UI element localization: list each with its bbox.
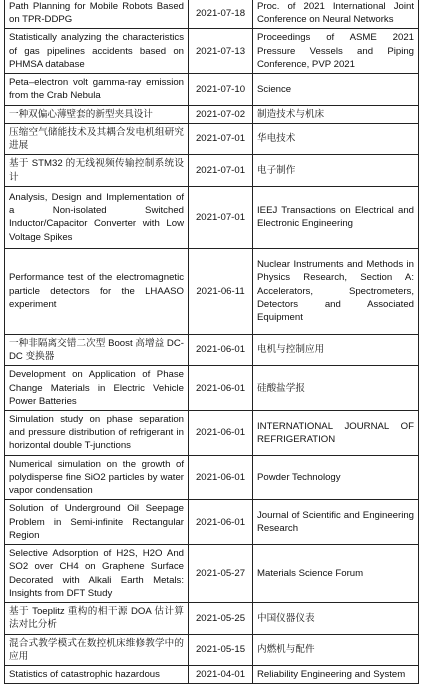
date-cell: 2021-06-01 xyxy=(189,334,253,365)
date-cell: 2021-05-27 xyxy=(189,545,253,603)
table-row xyxy=(5,666,419,684)
title-cell: Performance test of the electromagnetic particle detectors for the LHAASO experiment xyxy=(5,248,189,334)
title-cell: Analysis, Design and Implementation of a Non-isolated Switched Inductor/Capacitor Converter with Low Voltage Spikes xyxy=(5,186,189,248)
date-cell: 2021-06-11 xyxy=(189,248,253,334)
date-cell: 2021-07-13 xyxy=(189,29,253,74)
venue-cell: Materials Science Forum xyxy=(253,545,419,603)
table-row xyxy=(5,366,419,411)
venue-cell: 制造技术与机床 xyxy=(253,105,419,123)
venue-cell: 内燃机与配件 xyxy=(253,634,419,665)
date-cell: 2021-07-02 xyxy=(189,105,253,123)
title-cell: Path Planning for Mobile Robots Based on TPR-DDPG xyxy=(5,0,189,29)
date-cell: 2021-06-01 xyxy=(189,500,253,545)
date-cell: 2021-04-01 xyxy=(189,666,253,684)
title-cell: Selective Adsorption of H2S, H2O And SO2 over CH4 on Graphene Surface Decorated with Alkali Earth Metals: Insights from DFT Study xyxy=(5,545,189,603)
venue-cell: 电机与控制应用 xyxy=(253,334,419,365)
table-row xyxy=(5,410,419,455)
venue-cell: Science xyxy=(253,74,419,105)
venue-cell: Reliability Engineering and System xyxy=(253,666,419,684)
venue-cell: Proceedings of ASME 2021 Pressure Vessels and Piping Conference, PVP 2021 xyxy=(253,29,419,74)
table-row xyxy=(5,603,419,634)
title-cell: Simulation study on phase separation and pressure distribution of refrigerant in horizontal double T-junctions xyxy=(5,410,189,455)
table-row xyxy=(5,155,419,186)
table-row xyxy=(5,74,419,105)
title-cell: 基于 STM32 的无线视频传输控制系统设计 xyxy=(5,155,189,186)
table-row xyxy=(5,545,419,603)
title-cell: Statistics of catastrophic hazardous xyxy=(5,666,189,684)
date-cell: 2021-06-01 xyxy=(189,410,253,455)
title-cell: 基于 Toeplitz 重构的相干源 DOA 估计算法对比分析 xyxy=(5,603,189,634)
venue-cell: 中国仪器仪表 xyxy=(253,603,419,634)
table-body xyxy=(5,0,419,684)
table-row xyxy=(5,500,419,545)
title-cell: 一种非隔离交错二次型 Boost 高增益 DC-DC 变换器 xyxy=(5,334,189,365)
table-row xyxy=(5,29,419,74)
title-cell: Development on Application of Phase Change Materials in Electric Vehicle Power Batteries xyxy=(5,366,189,411)
publications-table xyxy=(4,0,419,684)
venue-cell: INTERNATIONAL JOURNAL OF REFRIGERATION xyxy=(253,410,419,455)
venue-cell: Powder Technology xyxy=(253,455,419,500)
date-cell: 2021-07-18 xyxy=(189,0,253,29)
venue-cell: 华电技术 xyxy=(253,123,419,154)
title-cell: Numerical simulation on the growth of polydisperse fine SiO2 particles by water vapor condensation xyxy=(5,455,189,500)
venue-cell: Nuclear Instruments and Methods in Physics Research, Section A: Accelerators, Spectrometers, Detectors and Associated Equipment xyxy=(253,248,419,334)
title-cell: Solution of Underground Oil Seepage Problem in Semi-infinite Rectangular Region xyxy=(5,500,189,545)
date-cell: 2021-07-01 xyxy=(189,123,253,154)
title-cell: Statistically analyzing the characteristics of gas pipelines accidents based on PHMSA database xyxy=(5,29,189,74)
title-cell: 压缩空气储能技术及其耦合发电机组研究进展 xyxy=(5,123,189,154)
table-row xyxy=(5,123,419,154)
table-row xyxy=(5,248,419,334)
venue-cell: 电子制作 xyxy=(253,155,419,186)
table-row xyxy=(5,0,419,29)
date-cell: 2021-05-25 xyxy=(189,603,253,634)
title-cell: 一种双偏心薄壁套的新型夹具设计 xyxy=(5,105,189,123)
date-cell: 2021-06-01 xyxy=(189,366,253,411)
venue-cell: IEEJ Transactions on Electrical and Electronic Engineering xyxy=(253,186,419,248)
table-row xyxy=(5,186,419,248)
venue-cell: 硅酸盐学报 xyxy=(253,366,419,411)
title-cell: 混合式教学模式在数控机床维修教学中的应用 xyxy=(5,634,189,665)
date-cell: 2021-05-15 xyxy=(189,634,253,665)
date-cell: 2021-07-10 xyxy=(189,74,253,105)
venue-cell: Journal of Scientific and Engineering Research xyxy=(253,500,419,545)
title-cell: Peta–electron volt gamma-ray emission from the Crab Nebula xyxy=(5,74,189,105)
venue-cell: Proc. of 2021 International Joint Conference on Neural Networks xyxy=(253,0,419,29)
date-cell: 2021-07-01 xyxy=(189,155,253,186)
date-cell: 2021-07-01 xyxy=(189,186,253,248)
table-row xyxy=(5,455,419,500)
table-row xyxy=(5,105,419,123)
date-cell: 2021-06-01 xyxy=(189,455,253,500)
table-row xyxy=(5,334,419,365)
table-row xyxy=(5,634,419,665)
